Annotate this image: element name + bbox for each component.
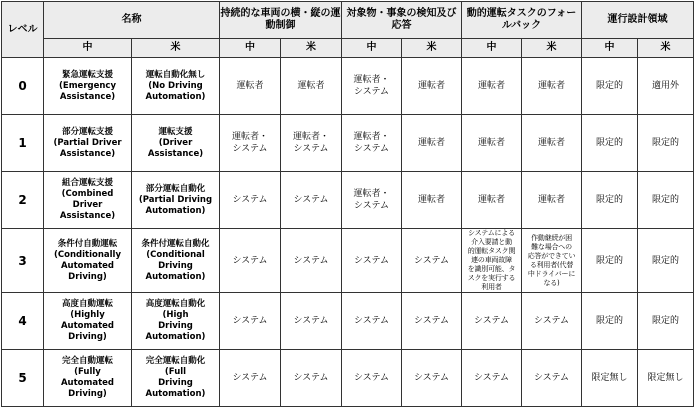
fallback-china-cell: 運転者 [462,115,522,172]
cell-line: Driving) [68,389,107,399]
header-odd: 運行設計領域 [582,2,694,39]
odd-china-cell: 限定的 [582,293,638,350]
cell-line: Driving) [68,332,107,342]
cell-line: Automation) [145,91,206,102]
subheader-china: 中 [462,39,522,58]
header-lateral-control: 持続的な車両の横・縦の運動制御 [220,2,342,39]
odd-us-cell: 限定的 [638,115,694,172]
cell-line: 組合運転支援 [61,178,113,188]
table-row [2,293,694,350]
detection-china-cell: システム [342,350,402,407]
cell-line: 高度運転自動化 [145,299,206,309]
cell-line: Assistance) [59,91,116,102]
cell-line: 連の車両故障 [471,256,512,264]
cell-line: 利用者 [481,283,502,291]
cell-line: Assistance) [59,211,116,221]
lateral-china-cell [220,115,281,172]
odd-us-cell: 限定無し [638,350,694,407]
cell-line: 高度自動運転 [61,299,113,309]
lateral-us-cell: 運転者 [281,58,342,115]
level-cell: 4 [2,293,44,350]
table-row [2,172,694,229]
cell-line: 運転者・ [353,132,390,142]
level-cell: 0 [2,58,44,115]
odd-us-cell: 限定的 [638,293,694,350]
name-china-cell [44,115,132,172]
name-us-cell [132,58,220,115]
odd-us-cell: 適用外 [638,58,694,115]
cell-line: Automation) [145,332,206,342]
cell-line: 運転者・ [231,132,268,142]
cell-line: 完全運転自動化 [145,356,206,366]
cell-line: Automation) [145,389,206,399]
lateral-china-cell: システム [220,350,281,407]
cell-line: (Driver [158,137,193,148]
detection-us-cell: システム [402,293,462,350]
table-row [2,350,694,407]
subheader-us: 米 [522,39,582,58]
subheader-us: 米 [132,39,220,58]
lateral-us-cell: システム [281,172,342,229]
table-row [2,229,694,293]
odd-china-cell: 限定的 [582,172,638,229]
cell-line: Assistance) [147,148,204,159]
name-china-cell [44,58,132,115]
detection-us-cell: 運転者 [402,172,462,229]
cell-line: 作動継続が困 [531,233,572,242]
level-cell: 2 [2,172,44,229]
odd-us-cell: 限定的 [638,172,694,229]
cell-line: (Partial Driver [53,137,122,148]
fallback-us-cell: システム [522,350,582,407]
cell-line: 運転者・ [353,75,390,85]
cell-line: 運転自動化無し [145,69,206,80]
cell-line: 部分運転支援 [61,126,113,137]
cell-line: システム [353,87,390,97]
name-us-cell [132,350,220,407]
cell-line: Driving [158,321,193,331]
cell-line: (Full [164,367,187,377]
cell-line: (Fully [74,367,101,377]
fallback-china-cell: 運転者 [462,172,522,229]
header-level: レベル [2,2,44,58]
odd-china-cell: 限定無し [582,350,638,407]
subheader-us: 米 [281,39,342,58]
level-cell: 1 [2,115,44,172]
cell-line: 条件付運転自動化 [141,238,210,249]
subheader-china: 中 [220,39,281,58]
cell-line: システム [293,144,329,154]
table-row [2,58,694,115]
subheader-china: 中 [44,39,132,58]
fallback-us-cell: 運転者 [522,58,582,115]
cell-line: 応答ができてい [527,251,576,260]
fallback-us-cell: 運転者 [522,172,582,229]
lateral-us-cell: システム [281,229,342,293]
cell-line: Automation) [145,205,206,216]
detection-china-cell [342,58,402,115]
detection-china-cell: システム [342,293,402,350]
fallback-china-cell: 運転者 [462,58,522,115]
fallback-china-cell: システム [462,293,522,350]
cell-line: Automated [60,378,115,388]
odd-china-cell: 限定的 [582,115,638,172]
fallback-us-cell: 運転者 [522,115,582,172]
cell-line: Driving [158,378,193,388]
detection-china-cell: システム [342,229,402,293]
automation-levels-table [1,1,694,407]
cell-line: る利用者(代替 [529,260,574,269]
cell-line: Driving [158,260,193,271]
cell-line: 運転者・ [292,132,329,142]
cell-line: 難な場合への [531,242,572,251]
cell-line: なる) [543,278,560,287]
header-object-detection: 対象物・事象の検知及び応答 [342,2,462,39]
name-us-cell [132,229,220,293]
cell-line: Assistance) [59,148,116,159]
cell-line: Automated [60,321,115,331]
cell-line: を識別可能、タ [467,265,516,273]
cell-line: 的運転タスク関 [467,247,516,255]
cell-line: システムによる [468,229,515,237]
lateral-us-cell: システム [281,293,342,350]
lateral-china-cell: システム [220,293,281,350]
table-row [2,115,694,172]
level-cell: 5 [2,350,44,407]
cell-line: (Conditionally [54,249,121,260]
lateral-china-cell: システム [220,229,281,293]
lateral-us-cell [281,115,342,172]
subheader-china: 中 [342,39,402,58]
cell-line: 運転支援 [158,126,193,137]
name-us-cell [132,293,220,350]
cell-line: (No Driving [148,80,203,91]
fallback-us-cell [522,229,582,293]
cell-line: システム [232,144,268,154]
subheader-us: 米 [638,39,694,58]
header-fallback: 動的運転タスクのフォールバック [462,2,582,39]
name-china-cell [44,172,132,229]
cell-line: (Conditional [146,249,205,260]
cell-line: システム [353,144,390,154]
cell-line: 条件付自動運転 [57,238,118,249]
detection-china-cell [342,115,402,172]
cell-line: 介入要請と動 [471,238,512,246]
cell-line: Driver [72,200,103,210]
odd-us-cell: 限定的 [638,229,694,293]
name-china-cell [44,229,132,293]
detection-us-cell: システム [402,350,462,407]
cell-line: 完全自動運転 [61,356,113,366]
fallback-china-cell [462,229,522,293]
subheader-us: 米 [402,39,462,58]
lateral-us-cell: システム [281,350,342,407]
cell-line: システム [353,201,390,211]
fallback-china-cell: システム [462,350,522,407]
name-us-cell [132,115,220,172]
detection-us-cell: 運転者 [402,58,462,115]
cell-line: スクを実行する [467,274,516,282]
cell-line: 緊急運転支援 [61,69,113,80]
subheader-china: 中 [582,39,638,58]
level-cell: 3 [2,229,44,293]
cell-line: (Highly [70,310,105,320]
fallback-us-cell: システム [522,293,582,350]
lateral-china-cell: 運転者 [220,58,281,115]
cell-line: 運転者・ [353,189,390,199]
name-china-cell [44,293,132,350]
cell-line: (Partial Driving [138,194,213,205]
cell-line: Driving) [68,271,107,282]
cell-line: Automation) [145,271,206,282]
table-body [2,58,694,407]
detection-us-cell: 運転者 [402,115,462,172]
cell-line: (Combined [61,189,114,199]
odd-china-cell: 限定的 [582,58,638,115]
name-us-cell [132,172,220,229]
cell-line: (High [162,310,189,320]
cell-line: 中ドライバーに [527,269,576,278]
cell-line: Automated [60,260,115,271]
detection-us-cell: システム [402,229,462,293]
odd-china-cell: 限定的 [582,229,638,293]
name-china-cell [44,350,132,407]
detection-china-cell [342,172,402,229]
cell-line: (Emergency [59,80,116,91]
header-name: 名称 [44,2,220,39]
cell-line: 部分運転自動化 [145,183,206,194]
lateral-china-cell: システム [220,172,281,229]
